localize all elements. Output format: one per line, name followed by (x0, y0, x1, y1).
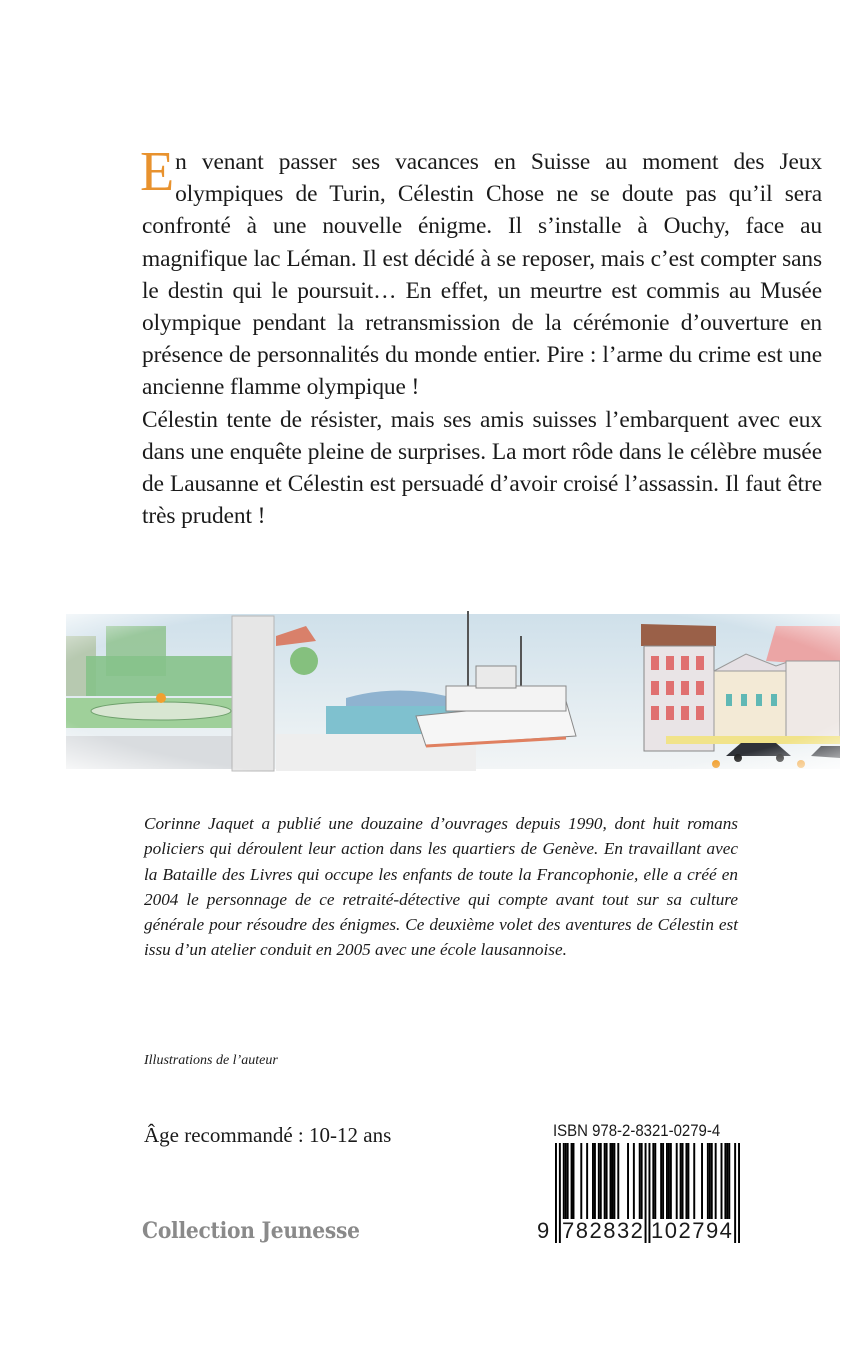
barcode-bar (600, 1143, 602, 1223)
ean-left-group: 782832 (562, 1218, 645, 1243)
barcode-bar (586, 1143, 588, 1223)
barcode-bar (573, 1143, 575, 1223)
barcode-bar (709, 1143, 711, 1223)
back-cover-blurb (140, 141, 822, 532)
watercolor-illustration (66, 606, 840, 776)
barcode-bar (670, 1143, 672, 1223)
recommended-age: Âge recommandé : 10-12 ans (144, 1123, 392, 1147)
barcode-bar (721, 1143, 723, 1223)
barcode-bar (641, 1143, 643, 1223)
barcode-bar (654, 1143, 656, 1223)
barcode-bar (693, 1143, 695, 1223)
barcode-bar (604, 1143, 606, 1223)
blurb-paragraph-2: Célestin tente de résister, mais ses amis suisses l’embarquent avec eux dans une enquête pleine de surprises. La mort rôde dans le célèbre musée de Lausanne et Célestin est persuadé d’avoir croisé l’assassin. Il faut être très prudent ! (142, 406, 822, 530)
drop-cap: E (140, 141, 175, 203)
ean-first-digit: 9 (537, 1218, 551, 1243)
barcode-bar (660, 1143, 662, 1223)
barcode-bar (652, 1143, 654, 1223)
illustration-credit: Illustrations de l’auteur (144, 1053, 278, 1068)
author-bio-text: Corinne Jaquet a publié une douzaine d’ouvrages depuis 1990, dont huit romans policiers qui déroulent leur action dans les quartiers de Genève. En travaillant avec la Bataille des Livres qui occupe les enfants de toute la Francophonie, elle a créé en 2004 le personnage de ce retraité-détective qui compte avant tout sur sa culture générale pour résoudre des énigmes. Ce deuxième volet des aventures de Célestin est issu d’un atelier conduit en 2005 avec une école lausannoise. (144, 814, 738, 960)
barcode-bar (567, 1143, 569, 1223)
barcode-bar (611, 1143, 613, 1223)
barcode-bar (639, 1143, 641, 1223)
barcode-bar (606, 1143, 608, 1223)
barcode-bar (627, 1143, 629, 1223)
barcode-bar (592, 1143, 594, 1223)
barcode-guard-bar (734, 1143, 736, 1243)
barcode-guard-bar (555, 1143, 557, 1243)
ean-right-group: 102794 (651, 1218, 734, 1243)
collection-logo: Collection Jeunesse (142, 1218, 360, 1244)
blurb-paragraph-1-text: n venant passer ses vacances en Suisse au moment des Jeux olympiques de Turin, Célestin Chose ne se doute pas qu’il sera confronté à une nouvelle énigme. Il s’installe à Ouchy, face au magnifique lac Léman. Il est décidé à se reposer, mais c’est compter sans le destin qui le poursuit… En effet, un meurtre est commis au Musée olympique pendant la retransmission de la cérémonie d’ouverture en présence de personnalités du monde entier. Pire : l’arme du crime est une ancienne flamme olympique ! (142, 149, 822, 401)
barcode-guard-bar (738, 1143, 740, 1243)
isbn-label: ISBN 978-2-8321-0279-4 (553, 1121, 721, 1140)
barcode-bar (715, 1143, 717, 1223)
barcode-bar (680, 1143, 682, 1223)
barcode-bar (676, 1143, 678, 1223)
barcode-bar (685, 1143, 687, 1223)
barcode-bar (565, 1143, 567, 1223)
barcode-bar (668, 1143, 670, 1223)
barcode-bar (701, 1143, 703, 1223)
barcode-bar (662, 1143, 664, 1223)
blurb-paragraph-1 (140, 141, 822, 404)
barcode-bar (571, 1143, 573, 1223)
barcode-bar (724, 1143, 726, 1223)
barcode-bar (580, 1143, 582, 1223)
barcode-bar (666, 1143, 668, 1223)
barcode-bar (707, 1143, 709, 1223)
barcode-bar (687, 1143, 689, 1223)
barcode-bar (728, 1143, 730, 1223)
barcode-bar (610, 1143, 612, 1223)
barcode-guard-bar (645, 1143, 647, 1243)
barcode-bar (598, 1143, 600, 1223)
author-bio (144, 811, 738, 963)
barcode-bar (613, 1143, 615, 1223)
barcode-bar (594, 1143, 596, 1223)
barcode-bar (563, 1143, 565, 1223)
barcode-bar (726, 1143, 728, 1223)
barcode-bar (711, 1143, 713, 1223)
barcode-guard-bar (559, 1143, 561, 1243)
barcode-bar (633, 1143, 635, 1223)
barcode-bar (682, 1143, 684, 1223)
barcode-bar (617, 1143, 619, 1223)
